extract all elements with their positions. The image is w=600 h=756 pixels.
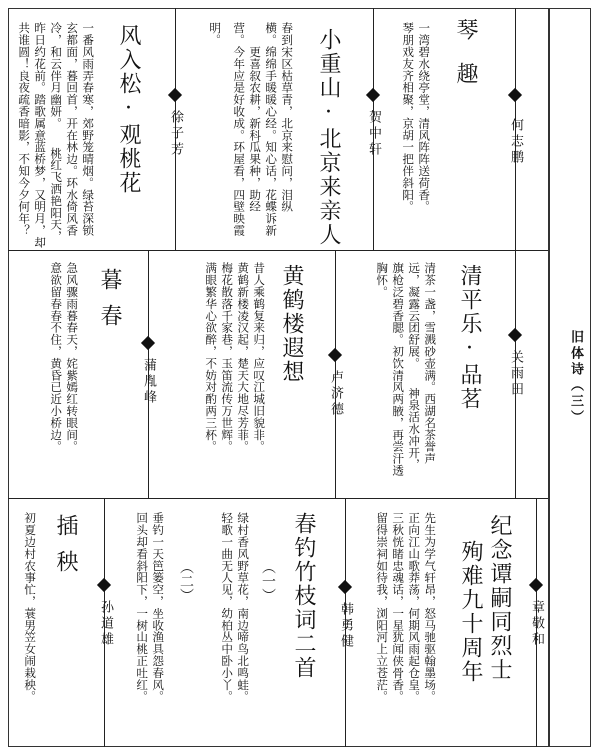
poem-line: 胸怀。 <box>375 262 390 298</box>
poem-line: 初夏边村农事忙，蓑男笠女闹栽秧。 <box>23 512 38 703</box>
poem-title-line: 殉难九十周年 <box>458 540 483 684</box>
poem-author: 卢济德 <box>328 370 343 418</box>
poem-author: 何志鹏 <box>508 118 523 166</box>
poem-line: 更喜叙农耕，新科瓜果种，助经 <box>248 22 263 213</box>
poem-line: 远，凝露云团舒展。 神泉活水冲开， <box>407 262 422 471</box>
poem-title: 黄鹤楼遐想 <box>279 264 304 384</box>
poem-line: 垂钓一天笆篓空，坐收渔具怨春风。 <box>151 512 166 703</box>
poem-line: 昔人乘鹤复来归，应叹江城旧貌非。 <box>252 262 267 453</box>
poem-line: 共谁圆！良夜疏香暗影，不知今夕何年？ <box>17 22 32 237</box>
poem-line: 黄鹤新楼凌汉起，楚天大地尽芳菲。 <box>236 262 251 453</box>
poem-line: 急风骤雨暮春天，姹紫嫣红转眼间。 <box>65 262 80 453</box>
poem-author: 徐子芳 <box>168 110 183 158</box>
poem-author: 章敬和 <box>529 600 544 648</box>
section-header: 旧体诗（三） <box>568 330 583 426</box>
poem-line: 回头却看斜阳下，一树山桃正吐红。 <box>135 512 150 703</box>
side-rule <box>548 8 550 747</box>
poem-line: 先生为学气轩昂，怒马驰驱翰墨场。 <box>423 512 438 703</box>
poem-line: 意欲留春春不住，黄昏已近小桥边。 <box>49 262 64 453</box>
row-separator <box>8 498 548 499</box>
part-marker: （一） <box>260 560 276 602</box>
poem-line: 明。 <box>208 22 223 46</box>
part-marker: （二） <box>178 560 194 602</box>
poem-line: 营。今年应是好收成。环屋看，四壁映霞 <box>232 22 247 237</box>
poem-line: 梅花散落千家巷，玉笛流传万世辉。 <box>220 262 235 453</box>
poem-author: 关雨田 <box>508 350 523 398</box>
poem-title: 春钓竹枝词二首 <box>291 512 316 680</box>
poem-title: 风入松·观桃花 <box>116 24 141 195</box>
poem-line: 留得崇祠如待我，浏阳河上立苍茫。 <box>375 512 390 703</box>
poem-line: 正向江山歌莽荡，何期风雨起仓皇。 <box>407 512 422 703</box>
poem-line: 满眼繁华心欲醉，不妨对酌两三杯。 <box>204 262 219 453</box>
poem-author: 韩勇健 <box>338 602 353 650</box>
poem-line: 冷，和云伴月幽妍。 桃红飞洒艳阳天， <box>49 22 64 243</box>
poem-line: 旗枪泛碧香腮。初饮清风两腋，再尝汗透 <box>391 262 406 477</box>
poem-line: 昨日约花前。踏歌属意蓝桥梦，又明月，却 <box>33 22 48 249</box>
poem-line: 绿村香风野草花，南边啼鸟北鸣蛙。 <box>236 512 251 703</box>
poem-author: 孙道雄 <box>98 600 113 648</box>
poem-author: 蒲胤峰 <box>141 358 156 406</box>
poem-title: 小重山·北京来亲人 <box>316 28 341 247</box>
poem-line: 轻歌一曲无人见，幼柏丛中卧小丫。 <box>220 512 235 703</box>
poem-author: 贺中轩 <box>366 110 381 158</box>
poem-line: 一湾碧水绕亭堂，清风阵阵送荷香。 <box>417 22 432 213</box>
poem-title-line: 纪念谭嗣同烈士 <box>487 514 512 682</box>
poem-title: 暮春 <box>97 268 122 340</box>
poem-line: 一番风雨弄春寒，郊野笼晴烟。绿苔深锁 <box>81 22 96 237</box>
poem-line: 玄都面，暮回首，开在林边。环水倚风香 <box>65 22 80 237</box>
row-separator <box>8 250 548 251</box>
poem-title: 清平乐·品茗 <box>457 264 482 411</box>
poem-line: 琴朋戏友齐相聚，京胡一把伴斜阳。 <box>401 22 416 213</box>
poem-title: 琴趣 <box>453 18 478 106</box>
poem-line: 春到宋区枯草青，北京来慰问，泪纵 <box>280 22 295 213</box>
poem-title: 插秧 <box>53 514 78 586</box>
poem-line: 清茶一盏，雪溅砂壶满。西湖名茶誉声 <box>423 262 438 465</box>
poem-line: 横。绵绵手暖暖心经。知心话，花蝶诉新 <box>264 22 279 237</box>
poem-line: 三秋恍睹忠魂话，一星犹闻侠骨香。 <box>391 512 406 703</box>
